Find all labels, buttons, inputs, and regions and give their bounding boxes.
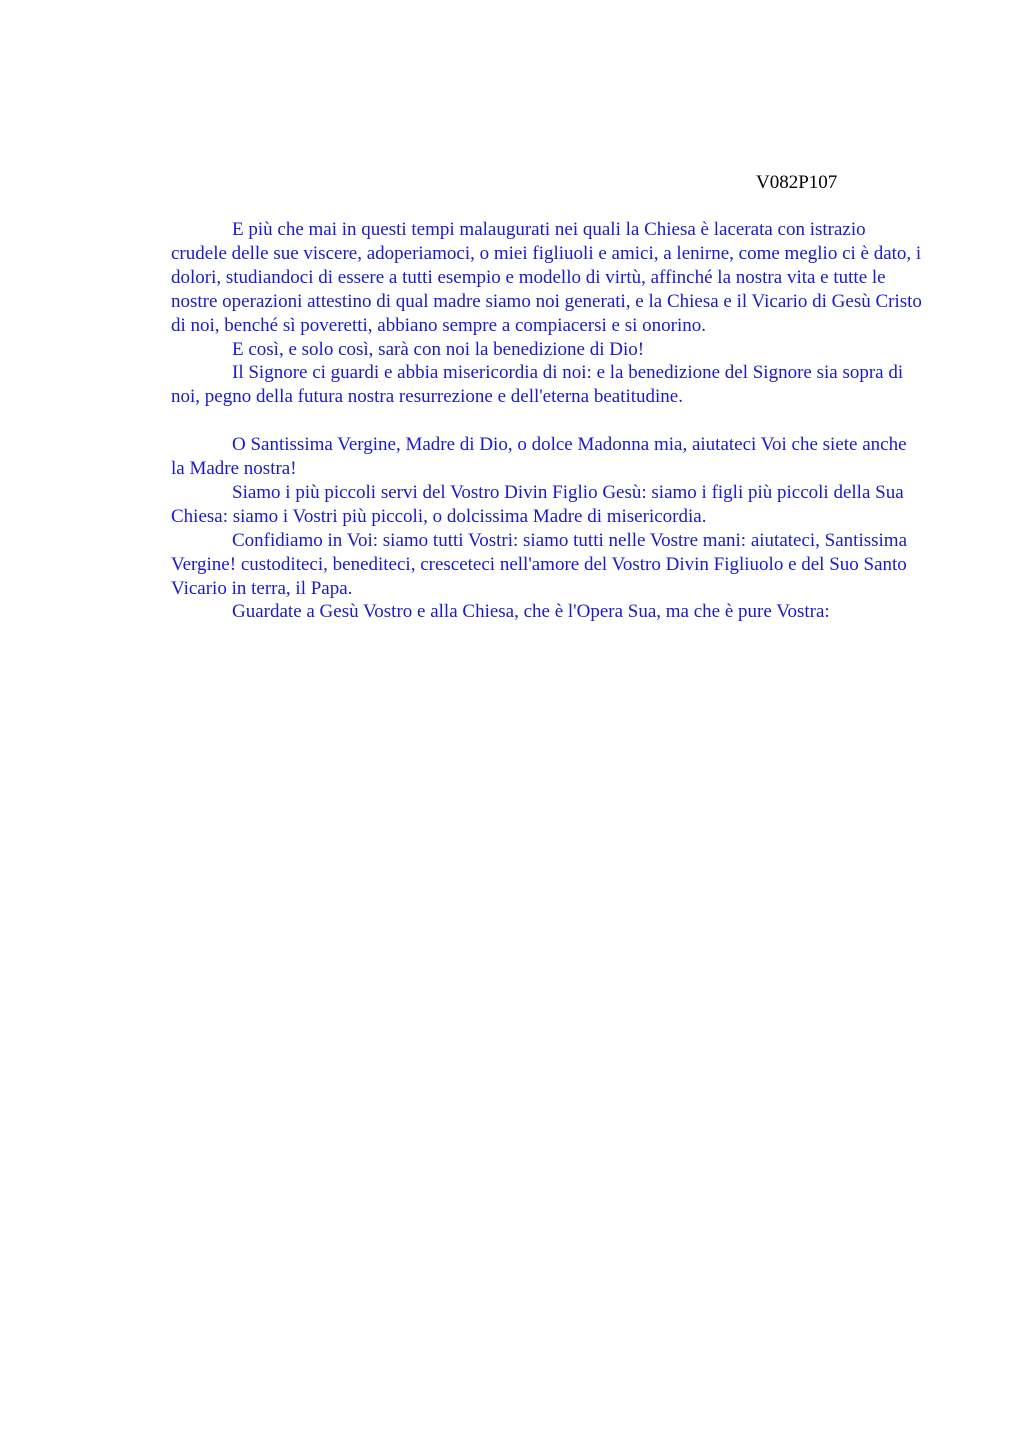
paragraph: Confidiamo in Voi: siamo tutti Vostri: siamo tutti nelle Vostre mani: aiutateci, Santissima Vergine! custoditeci, benediteci, cresceteci nell'amore del Vostro Divin Figliuolo e del Suo Santo Vicario in terra, il Papa. bbox=[171, 529, 908, 599]
paragraph: Guardate a Gesù Vostro e alla Chiesa, che è l'Opera Sua, ma che è pure Vostra: bbox=[232, 601, 830, 623]
paragraph: E così, e solo così, sarà con noi la benedizione di Dio! bbox=[232, 338, 645, 360]
paragraph: E più che mai in questi tempi malaugurati nei quali la Chiesa è lacerata con istrazio crudele delle sue viscere, adoperiamoci, o miei figliuoli e amici, a lenirne, come meglio ci è dato, i dolori, studiandoci di essere a tutti esempio e modello di virtù, affinché la nostra vita e tutte le nostre operazioni attestino di qual madre siamo noi generati, e la Chiesa e il Vicario di Gesù Cristo di noi, benché sì poveretti, abbiano sempre a compiacersi e si onorino. bbox=[171, 219, 922, 336]
paragraph-spacer bbox=[171, 409, 923, 433]
page-identifier: V082P107 bbox=[756, 172, 838, 193]
paragraph: Il Signore ci guardi e abbia misericordia di noi: e la benedizione del Signore sia sopra di noi, pegno della futura nostra resurrezione e dell'eterna beatitudine. bbox=[171, 362, 904, 408]
paragraph: Siamo i più piccoli servi del Vostro Divin Figlio Gesù: siamo i figli più piccoli della Sua Chiesa: siamo i Vostri più piccoli, o dolcissima Madre di misericordia. bbox=[171, 481, 904, 527]
document-body bbox=[171, 218, 923, 624]
paragraph: O Santissima Vergine, Madre di Dio, o dolce Madonna mia, aiutateci Voi che siete anche la Madre nostra! bbox=[171, 434, 907, 480]
